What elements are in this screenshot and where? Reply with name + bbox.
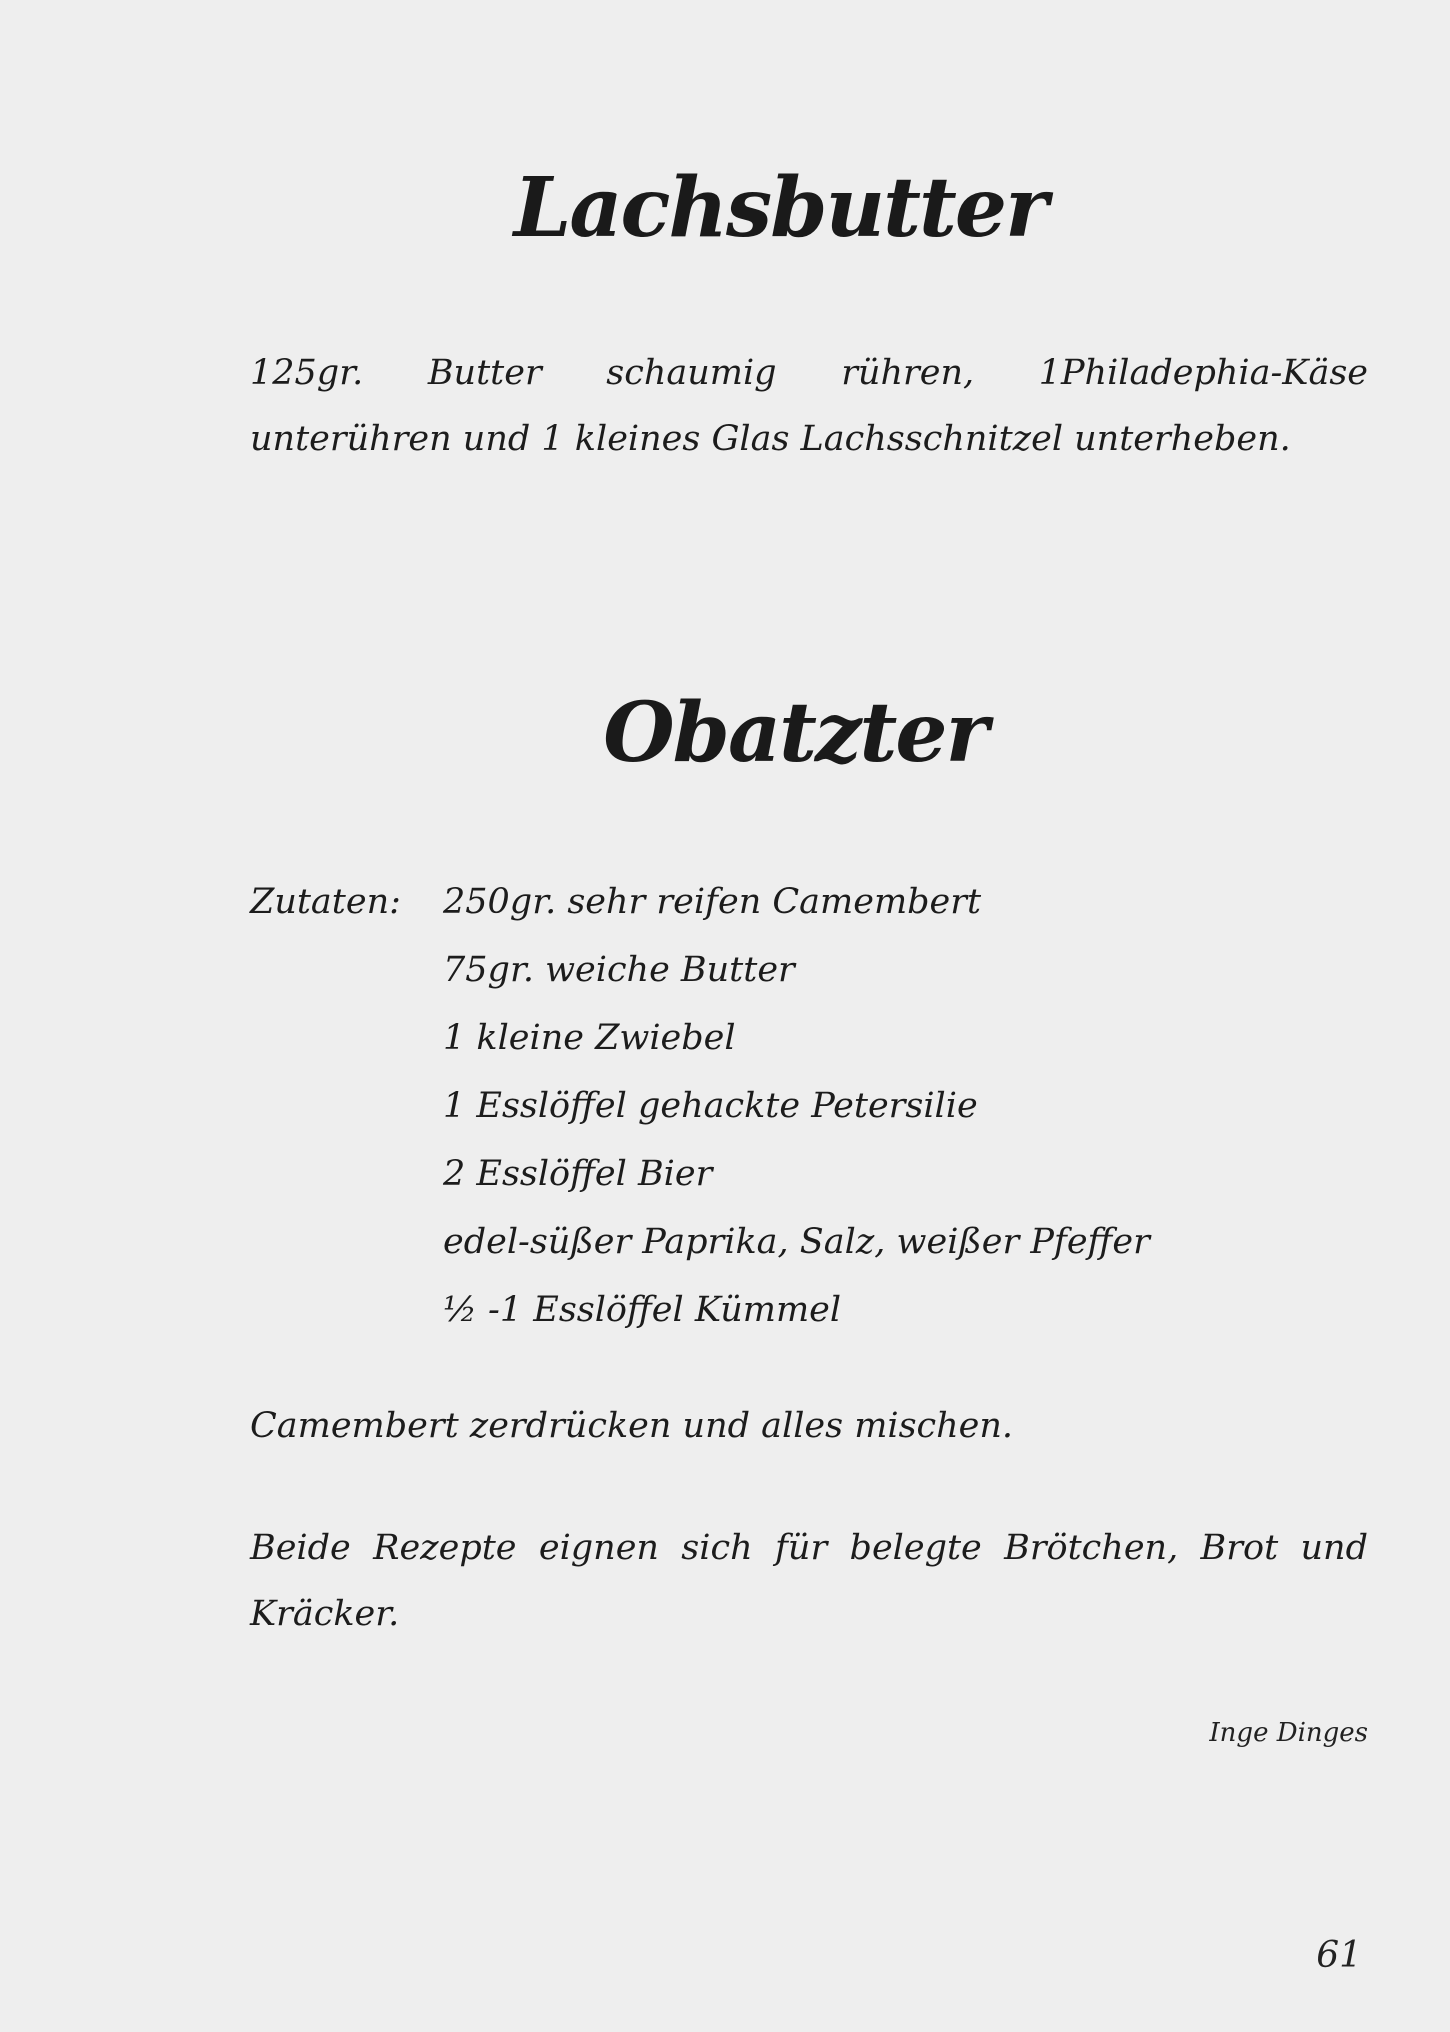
ingredient-item: 2 Esslöffel Bier xyxy=(443,1154,713,1194)
ingredients-label: Zutaten: xyxy=(250,882,401,922)
lachsbutter-line-2: unterühren und 1 kleines Glas Lachsschnitzel unterheben. xyxy=(250,419,1291,459)
author-signature: Inge Dinges xyxy=(1209,1718,1368,1748)
ingredient-item: ½ -1 Esslöffel Kümmel xyxy=(443,1290,842,1330)
ingredient-item: edel-süßer Paprika, Salz, weißer Pfeffer xyxy=(443,1222,1150,1262)
ingredient-item: 1 kleine Zwiebel xyxy=(443,1018,736,1058)
recipe-title-lachsbutter: Lachsbutter xyxy=(513,160,1047,256)
lachsbutter-line-1: 125gr. Butter schaumig rühren, 1Philadephia-Käse xyxy=(250,353,1368,393)
page-number: 61 xyxy=(1316,1935,1362,1976)
ingredient-item: 250gr. sehr reifen Camembert xyxy=(443,882,982,922)
lachsbutter-instructions xyxy=(250,340,1368,472)
recipe-title-obatzter: Obatzter xyxy=(603,685,987,781)
ingredient-item: 75gr. weiche Butter xyxy=(443,950,795,990)
ingredient-list xyxy=(443,868,1343,1344)
obatzter-instruction: Camembert zerdrücken und alles mischen. xyxy=(250,1406,1014,1446)
ingredient-item: 1 Esslöffel gehackte Petersilie xyxy=(443,1086,978,1126)
serving-note: Beide Rezepte eignen sich für belegte Brötchen, Brot und Kräcker. xyxy=(250,1528,1368,1634)
